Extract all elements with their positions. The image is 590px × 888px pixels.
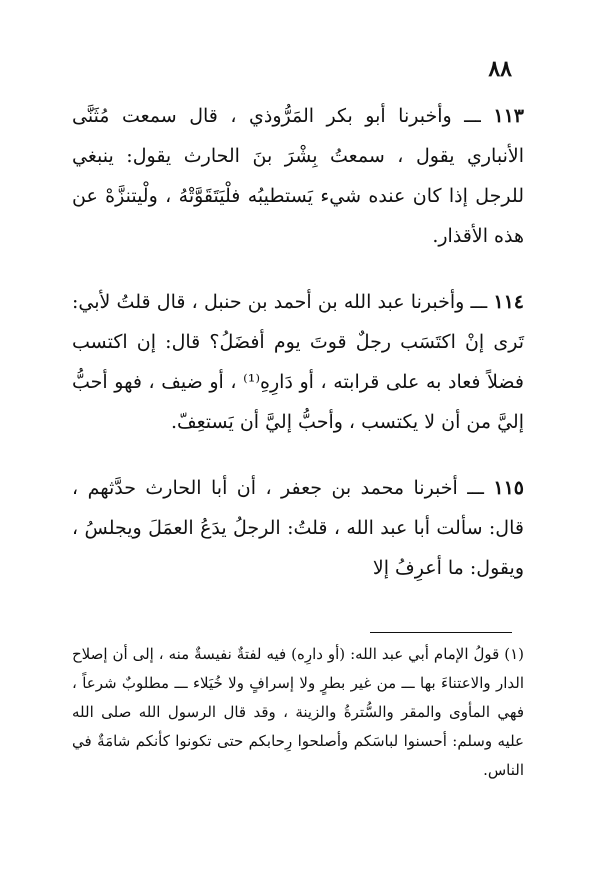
footnote-text: (١) قولُ الإمام أبي عبد الله: (أو دارِه) فيه لفتةٌ نفيسةٌ منه ، إلى أن إصلاح الدار والاعتناءَ بها ـــ من غير بطرٍ ولا إسرافٍ ولا خُيَلاء ـــ مطلوبٌ شرعاً ، فهي المأوى والمقر والسُّترةُ والزينة ، وقد قال الرسول الله صلى الله عليه وسلم: أحسنوا لباسَكم وأصلحوا رِحابكم حتى تكونوا كأنكم شامَةٌ في الناس. [72, 645, 524, 779]
paragraph-text: ـــ وأخبرنا عبد الله بن أحمد بن حنبل ، قال قلتُ لأبي: تَرى إنْ اكتَسَب رجلٌ قوتَ يوم أفضَلُ؟ قال: إن اكتسب فضلاً فعاد به على قرابته ، أو دَارِهِ⁽¹⁾ ، أو ضيف ، فهو أحبُّ إليَّ من أن لا يكتسب ، وأحبُّ إليَّ أن يَستعِفّ. [72, 291, 524, 433]
paragraph-113 [72, 96, 524, 256]
paragraph-text: ـــ وأخبرنا أبو بكر المَرُّوذي ، قال سمعت مُثَنَّى الأنباري يقول ، سمعتُ بِشْرَ بنَ الحارث يقول: ينبغي للرجل إذا كان عنده شيء يَستطيبُه فلْيَتَقَوَّتْهُ ، ولْيتنزَّهْ عن هذه الأقذار. [72, 105, 524, 247]
main-text [72, 96, 524, 614]
paragraph-number: ١١٤ [493, 291, 524, 313]
paragraph-number: ١١٣ [493, 105, 524, 127]
paragraph-number: ١١٥ [493, 477, 524, 499]
paragraph-114 [72, 282, 524, 442]
page-number: ٨٨ [488, 56, 512, 82]
paragraph-115 [72, 468, 524, 588]
paragraph-text: ـــ أخبرنا محمد بن جعفر ، أن أبا الحارث حدَّثهم ، قال: سألت أبا عبد الله ، قلتُ: الرجلُ يدَعُ العمَلَ ويجلسُ ، ويقول: ما أعرِفُ إلا [72, 477, 524, 579]
footnote [72, 640, 524, 785]
footnote-divider [370, 632, 512, 633]
